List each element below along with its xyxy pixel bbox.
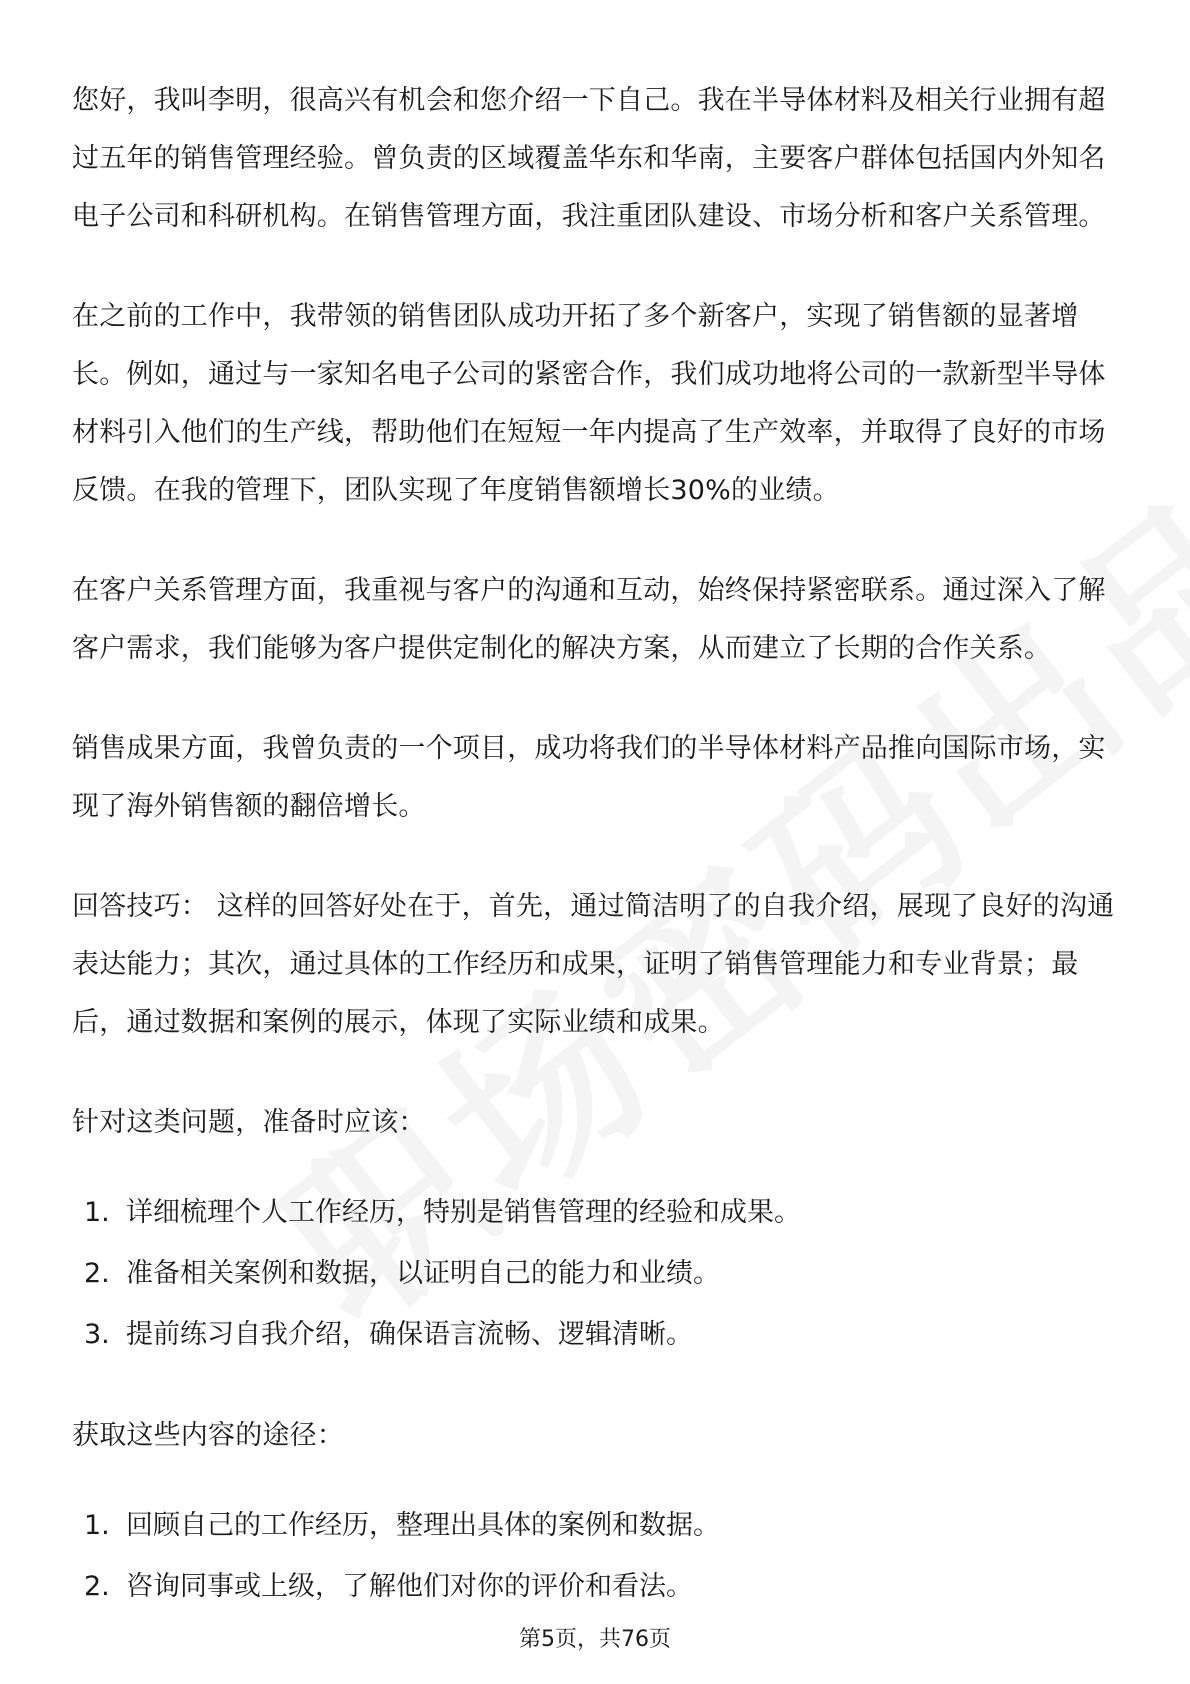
- list-item-text: 回顾自己的工作经历，整理出具体的案例和数据。: [126, 1510, 720, 1541]
- list-number: 2.: [84, 1571, 110, 1602]
- list-item-text: 咨询同事或上级，了解他们对你的评价和看法。: [126, 1571, 693, 1602]
- list-number: 2.: [84, 1258, 110, 1289]
- list-item: [72, 1556, 1122, 1617]
- list-item-text: 准备相关案例和数据，以证明自己的能力和业绩。: [126, 1258, 720, 1289]
- paragraph-answer-tips: 回答技巧： 这样的回答好处在于，首先，通过简洁明了的自我介绍，展现了良好的沟通表达能力；其次，通过具体的工作经历和成果，证明了销售管理能力和专业背景；最后，通过数据和案例的展示，体现了实际业绩和成果。: [72, 891, 1115, 1038]
- list-item: [72, 1243, 1122, 1304]
- list-item: [72, 1495, 1122, 1556]
- list-number: 1.: [84, 1510, 110, 1541]
- paragraph-client-relations: 在客户关系管理方面，我重视与客户的沟通和互动，始终保持紧密联系。通过深入了解客户需求，我们能够为客户提供定制化的解决方案，从而建立了长期的合作关系。: [72, 575, 1106, 664]
- sources-list: [72, 1495, 1122, 1617]
- paragraph-sales-results: 销售成果方面，我曾负责的一个项目，成功将我们的半导体材料产品推向国际市场，实现了海外销售额的翻倍增长。: [72, 733, 1106, 822]
- paragraph-prep-heading: 针对这类问题，准备时应该：: [72, 1107, 426, 1138]
- list-number: 1.: [84, 1197, 110, 1228]
- paragraph-sources-heading: 获取这些内容的途径：: [72, 1420, 344, 1451]
- paragraph-experience: 在之前的工作中，我带领的销售团队成功开拓了多个新客户，实现了销售额的显著增长。例如，通过与一家知名电子公司的紧密合作，我们成功地将公司的一款新型半导体材料引入他们的生产线，帮助他们在短短一年内提高了生产效率，并取得了良好的市场反馈。在我的管理下，团队实现了年度销售额增长30%的业绩。: [72, 301, 1106, 506]
- list-item: [72, 1304, 1122, 1365]
- page-footer: 第5页，共76页: [519, 1627, 671, 1652]
- page-content: [72, 72, 1122, 1659]
- list-item-text: 详细梳理个人工作经历，特别是销售管理的经验和成果。: [126, 1197, 801, 1228]
- list-number: 3.: [84, 1319, 110, 1350]
- paragraph-intro: 您好，我叫李明，很高兴有机会和您介绍一下自己。我在半导体材料及相关行业拥有超过五年的销售管理经验。曾负责的区域覆盖华东和华南，主要客户群体包括国内外知名电子公司和科研机构。在销售管理方面，我注重团队建设、市场分析和客户关系管理。: [72, 85, 1106, 232]
- prep-list: [72, 1182, 1122, 1365]
- list-item-text: 提前练习自我介绍，确保语言流畅、逻辑清晰。: [126, 1319, 693, 1350]
- list-item: [72, 1182, 1122, 1243]
